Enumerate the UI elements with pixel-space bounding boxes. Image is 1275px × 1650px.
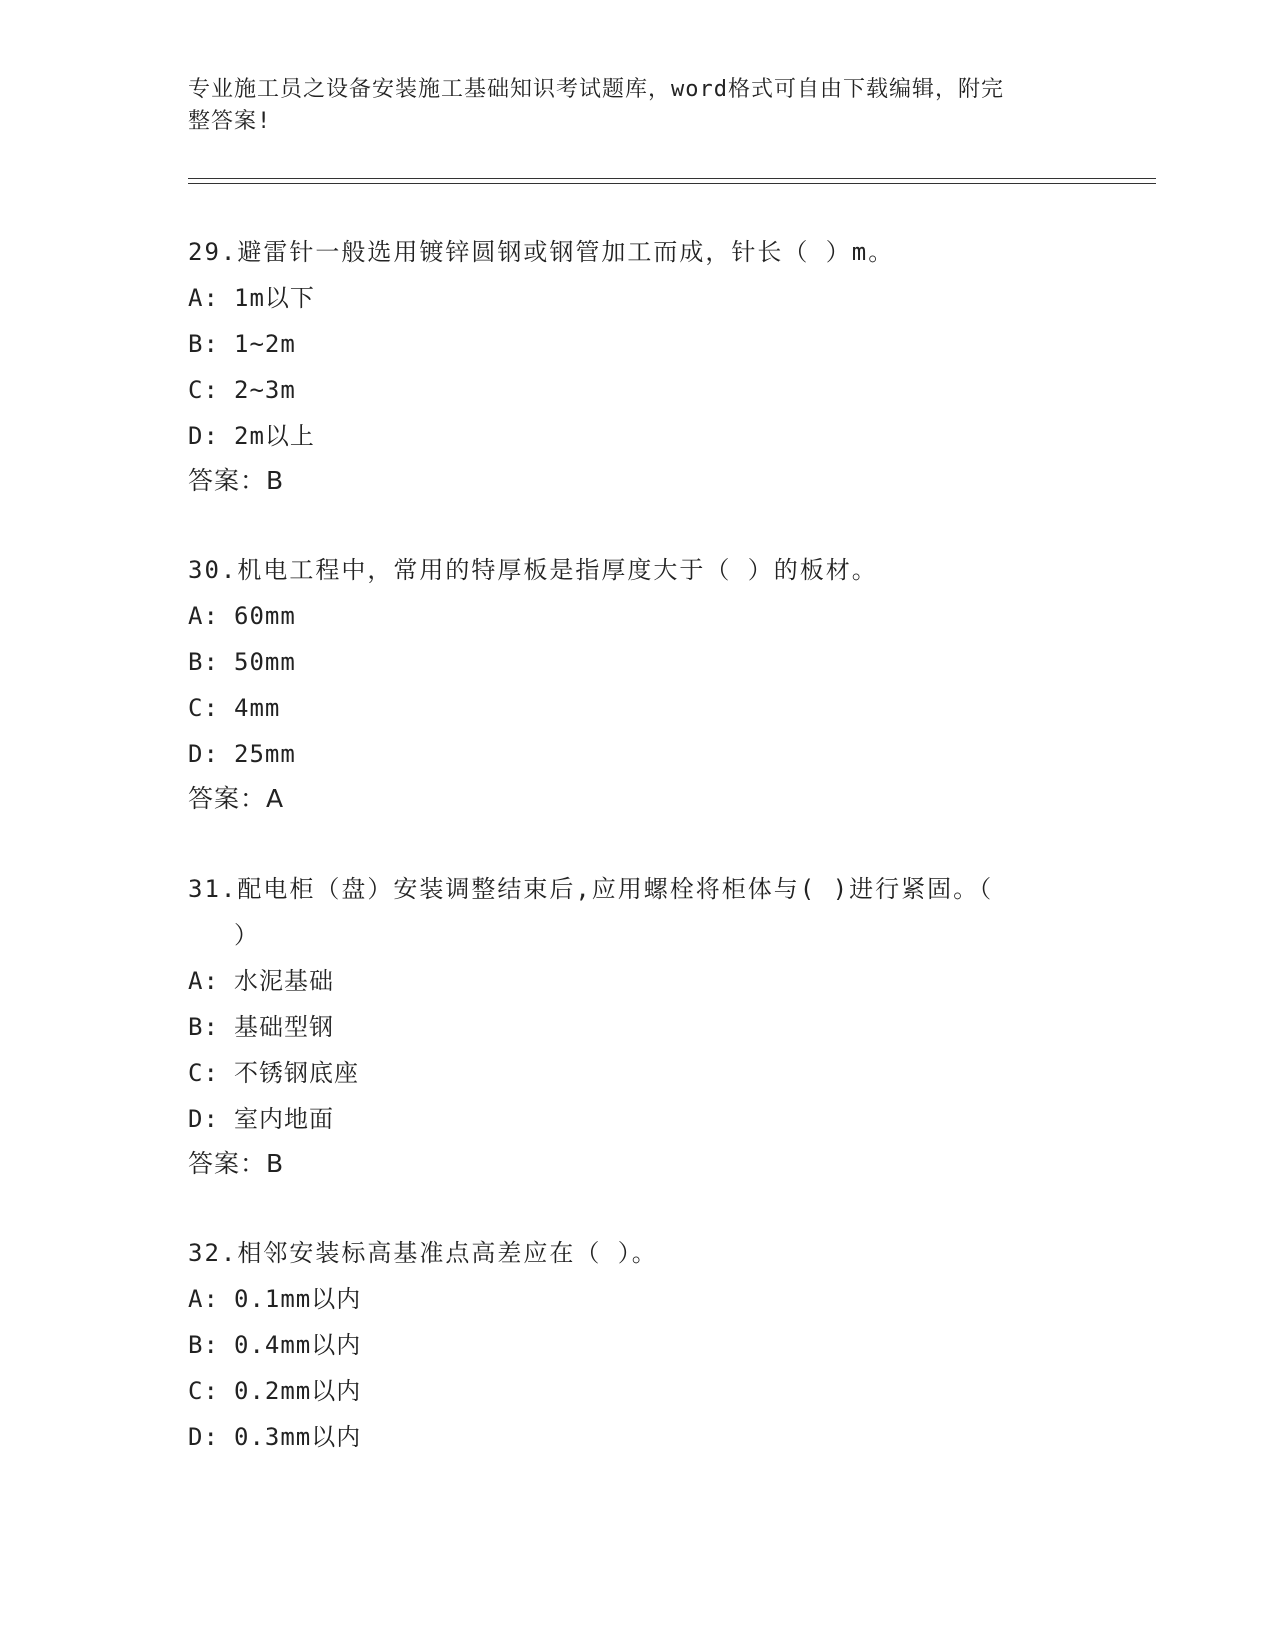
question-stem-continuation: ）	[234, 921, 260, 949]
option-text: 0.4mm以内	[234, 1331, 362, 1359]
option-key: A:	[188, 602, 219, 630]
option-key: C:	[188, 694, 219, 722]
option-key: D:	[188, 1105, 219, 1133]
option-b	[188, 1004, 1088, 1050]
question-29	[188, 229, 1088, 503]
option-text: 4mm	[234, 694, 281, 722]
option-b	[188, 1322, 1088, 1368]
option-text: 基础型钢	[234, 1013, 334, 1041]
option-b	[188, 321, 1088, 367]
answer-line: 答案：A	[188, 784, 285, 813]
option-key: B:	[188, 648, 219, 676]
option-b	[188, 639, 1088, 685]
option-text: 2~3m	[234, 376, 296, 404]
option-text: 50mm	[234, 648, 296, 676]
option-text: 2m以上	[234, 422, 315, 450]
header-divider-bottom	[188, 183, 1156, 184]
question-stem: 31.配电柜（盘）安装调整结束后,应用螺栓将柜体与( )进行紧固。（	[188, 875, 994, 903]
option-c	[188, 1368, 1088, 1414]
option-text: 室内地面	[234, 1105, 334, 1133]
option-a	[188, 275, 1088, 321]
question-31	[188, 866, 1088, 1186]
option-key: C:	[188, 1059, 219, 1087]
option-text: 0.3mm以内	[234, 1423, 362, 1451]
option-text: 0.1mm以内	[234, 1285, 362, 1313]
option-text: 60mm	[234, 602, 296, 630]
option-key: B:	[188, 1331, 219, 1359]
option-text: 1~2m	[234, 330, 296, 358]
option-a	[188, 593, 1088, 639]
header-title-line-2: 整答案!	[188, 109, 272, 134]
option-c	[188, 367, 1088, 413]
option-key: A:	[188, 284, 219, 312]
document-header	[188, 74, 1068, 138]
answer-line: 答案：B	[188, 466, 285, 495]
option-c	[188, 685, 1088, 731]
question-stem: 30.机电工程中，常用的特厚板是指厚度大于（ ）的板材。	[188, 556, 878, 584]
header-title-line-1: 专业施工员之设备安装施工基础知识考试题库，word格式可自由下载编辑，附完	[188, 77, 1004, 102]
option-text: 1m以下	[234, 284, 315, 312]
header-divider-top	[188, 178, 1156, 179]
question-stem: 32.相邻安装标高基准点高差应在（ ）。	[188, 1239, 658, 1267]
option-key: D:	[188, 422, 219, 450]
option-c	[188, 1050, 1088, 1096]
option-key: B:	[188, 1013, 219, 1041]
option-d	[188, 413, 1088, 459]
option-key: A:	[188, 967, 219, 995]
option-key: D:	[188, 740, 219, 768]
option-a	[188, 958, 1088, 1004]
option-key: B:	[188, 330, 219, 358]
option-key: A:	[188, 1285, 219, 1313]
question-30	[188, 547, 1088, 821]
option-key: C:	[188, 1377, 219, 1405]
option-d	[188, 731, 1088, 777]
option-d	[188, 1096, 1088, 1142]
answer-line: 答案：B	[188, 1149, 285, 1178]
option-text: 25mm	[234, 740, 296, 768]
option-a	[188, 1276, 1088, 1322]
option-key: D:	[188, 1423, 219, 1451]
option-d	[188, 1414, 1088, 1460]
option-key: C:	[188, 376, 219, 404]
question-stem: 29.避雷针一般选用镀锌圆钢或钢管加工而成，针长（ ）m。	[188, 238, 895, 266]
option-text: 0.2mm以内	[234, 1377, 362, 1405]
question-32	[188, 1230, 1088, 1460]
option-text: 不锈钢底座	[234, 1059, 359, 1087]
option-text: 水泥基础	[234, 967, 334, 995]
